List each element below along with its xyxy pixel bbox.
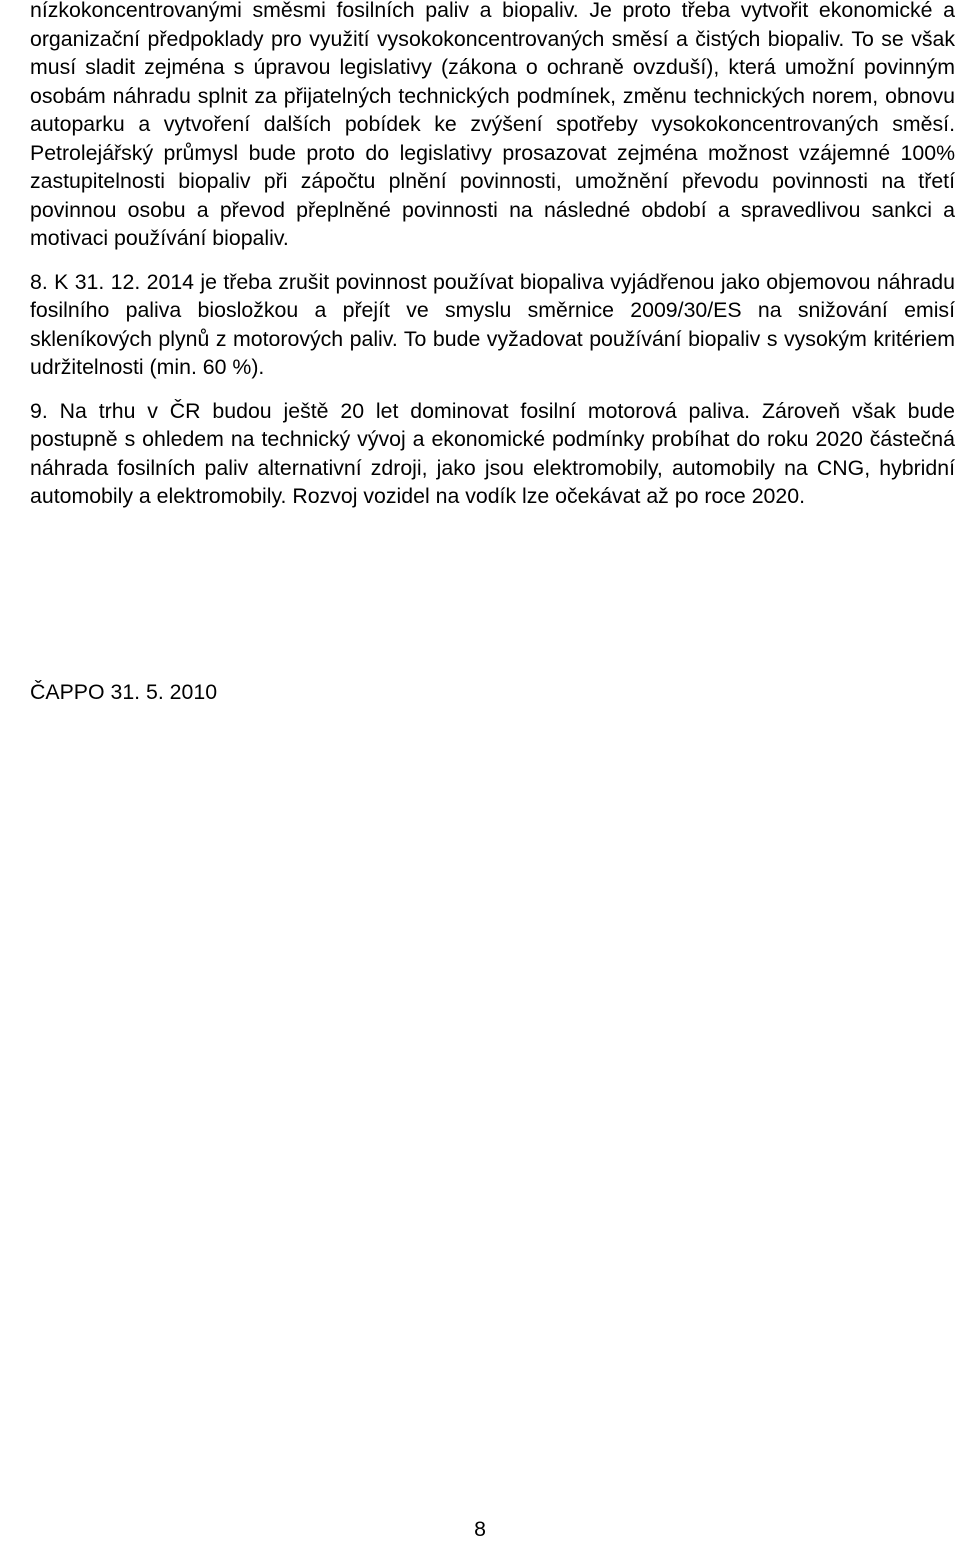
document-page — [30, 0, 955, 511]
paragraph-continuation: nízkokoncentrovanými směsmi fosilních paliv a biopaliv. Je proto třeba vytvořit ekonomické a organizační předpoklady pro využití vysokokoncentrovaných směsí a čistých biopaliv. To se však musí sladit zejména s úpravou legislativy (zákona o ochraně ovzduší), která umožní povinným osobám náhradu splnit za přijatelných technických podmínek, změnu technických norem, obnovu autoparku a vytvoření dalších pobídek ke zvýšení spotřeby vysokokoncentrovaných směsí. Petrolejářský průmysl bude proto do legislativy prosazovat zejména možnost vzájemné 100% zastupitelnosti biopaliv při zápočtu plnění povinnosti, umožnění převodu povinnosti na třetí povinnou osobu a převod přeplněné povinnosti na následné období a spravedlivou sankci a motivaci používání biopaliv. — [30, 0, 955, 250]
paragraph-point-8: 8. K 31. 12. 2014 je třeba zrušit povinnost používat biopaliva vyjádřenou jako objemovou náhradu fosilního paliva biosložkou a přejít ve smyslu směrnice 2009/30/ES na snižování emisí skleníkových plynů z motorových paliv. To bude vyžadovat používání biopaliv s vysokým kritériem udržitelnosti (min. 60 %). — [30, 269, 955, 379]
paragraph-point-9: 9. Na trhu v ČR budou ještě 20 let dominovat fosilní motorová paliva. Zároveň však bude postupně s ohledem na technický vývoj a ekonomické podmínky probíhat do roku 2020 částečná náhrada fosilních paliv alternativní zdroji, jako jsou elektromobily, automobily na CNG, hybridní automobily a elektromobily. Rozvoj vozidel na vodík lze očekávat až po roce 2020. — [30, 398, 955, 508]
signature-date: ČAPPO 31. 5. 2010 — [30, 680, 218, 704]
page-number: 8 — [474, 1517, 486, 1541]
